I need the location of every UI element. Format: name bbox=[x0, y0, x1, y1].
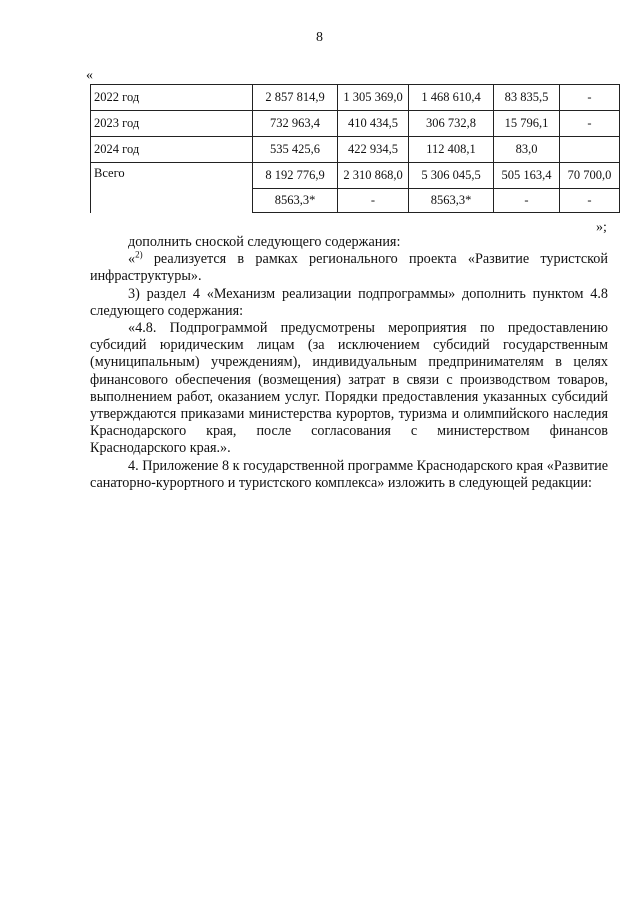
footnote-open-quote: « bbox=[128, 251, 136, 268]
cell-local: 505 163,4 bbox=[494, 163, 560, 189]
document-body bbox=[90, 234, 608, 492]
cell-local: 15 796,1 bbox=[494, 111, 560, 137]
cell-local: 83,0 bbox=[494, 137, 560, 163]
cell-total: 8 192 776,9 bbox=[253, 163, 338, 189]
cell-extra bbox=[560, 137, 620, 163]
cell-regional: 2 310 868,0 bbox=[338, 163, 409, 189]
row-label: 2022 год bbox=[91, 85, 253, 111]
funding-table bbox=[90, 84, 620, 213]
paragraph-footnote-intro: дополнить сноской следующего содержания: bbox=[128, 234, 401, 250]
cell-total: 535 425,6 bbox=[253, 137, 338, 163]
cell-regional: 422 934,5 bbox=[338, 137, 409, 163]
paragraph-appendix-8: 4. Приложение 8 к государственной программе Краснодарского края «Развитие санаторно-курортного и туристского комплекса» изложить в следующей редакции: bbox=[90, 457, 608, 491]
table-open-quote: « bbox=[86, 68, 93, 83]
cell-federal: 5 306 045,5 bbox=[409, 163, 494, 189]
cell-local: - bbox=[494, 189, 560, 213]
paragraph-footnote bbox=[90, 251, 608, 285]
cell-regional: 1 305 369,0 bbox=[338, 85, 409, 111]
cell-federal: 112 408,1 bbox=[409, 137, 494, 163]
row-label: 2024 год bbox=[91, 137, 253, 163]
row-label: 2023 год bbox=[91, 111, 253, 137]
paragraph-section-4: 3) раздел 4 «Механизм реализации подпрограммы» дополнить пунктом 4.8 следующего содержания: bbox=[90, 285, 608, 319]
table-close-quote: »; bbox=[596, 220, 607, 235]
footnote-mark: 2) bbox=[135, 249, 143, 260]
table-row bbox=[91, 85, 620, 111]
cell-federal: 1 468 610,4 bbox=[409, 85, 494, 111]
page-number: 8 bbox=[316, 30, 323, 45]
cell-regional: - bbox=[338, 189, 409, 213]
paragraph-item-4-8: «4.8. Подпрограммой предусмотрены мероприятия по предоставлению субсидий юридическим лицам (за исключением субсидий государственным (муниципальным) учреждениям), индивидуальным предпринимателям в целях финансового обеспечения (возмещения) затрат в связи с производством товаров, выполнением работ, оказанием услуг. Порядки предоставления указанных субсидий утверждаются приказами министерства курортов, туризма и олимпийского наследия Краснодарского края, после согласования с министерством финансов Краснодарского края.». bbox=[90, 320, 608, 457]
cell-regional: 410 434,5 bbox=[338, 111, 409, 137]
cell-federal: 306 732,8 bbox=[409, 111, 494, 137]
table-row-total bbox=[91, 163, 620, 189]
footnote-text: реализуется в рамках регионального проекта «Развитие туристской инфраструктуры». bbox=[90, 251, 608, 285]
cell-extra: - bbox=[560, 111, 620, 137]
cell-federal: 8563,3* bbox=[409, 189, 494, 213]
cell-extra: 70 700,0 bbox=[560, 163, 620, 189]
cell-total: 8563,3* bbox=[253, 189, 338, 213]
cell-total: 732 963,4 bbox=[253, 111, 338, 137]
row-label: Всего bbox=[91, 163, 253, 213]
cell-total: 2 857 814,9 bbox=[253, 85, 338, 111]
cell-extra: - bbox=[560, 85, 620, 111]
cell-extra: - bbox=[560, 189, 620, 213]
cell-local: 83 835,5 bbox=[494, 85, 560, 111]
table-row bbox=[91, 111, 620, 137]
table-row bbox=[91, 137, 620, 163]
